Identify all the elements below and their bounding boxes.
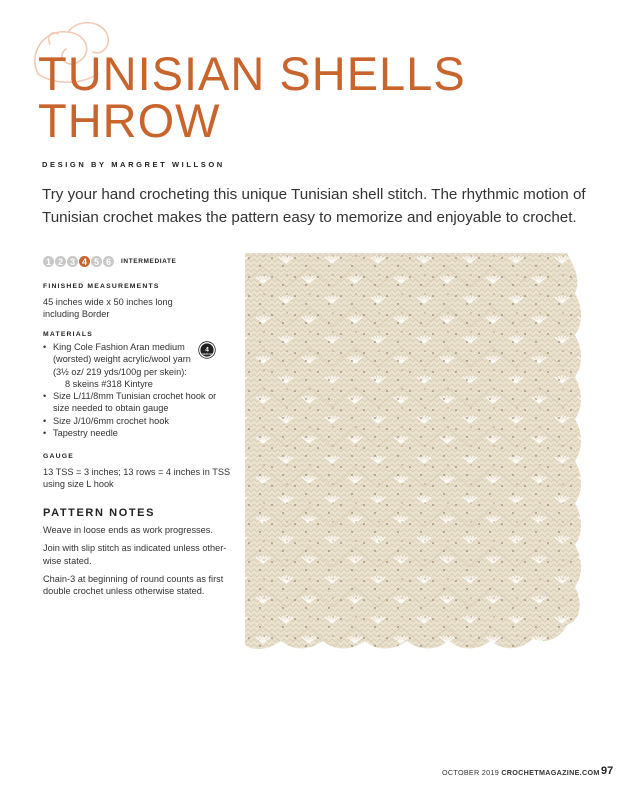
skill-level-indicator bbox=[43, 256, 176, 267]
text-line: wise stated. bbox=[43, 555, 92, 566]
gauge-heading: GAUGE bbox=[43, 453, 74, 460]
designer-byline: DESIGN BY MARGRET WILLSON bbox=[42, 160, 225, 169]
text-line: size needed to obtain gauge bbox=[53, 403, 169, 414]
text-line: • Size L/11/8mm Tunisian crochet hook or bbox=[53, 391, 217, 402]
page-number: 97 bbox=[601, 765, 614, 777]
text-line: double crochet unless otherwise stated. bbox=[43, 586, 205, 597]
website: CROCHETMAGAZINE.COM bbox=[501, 768, 600, 777]
yarn-weight-label: MEDIUM bbox=[202, 354, 212, 357]
intro-paragraph: Try your hand crocheting this unique Tunisian shell stitch. The rhythmic motion of Tunisian crochet makes the pattern easy to memorize and enjoyable to crochet. bbox=[42, 186, 586, 226]
skill-dot-active: 4 bbox=[79, 256, 90, 267]
text-line: 45 inches wide x 50 inches long bbox=[43, 297, 173, 307]
title-line-2: THROW bbox=[38, 94, 221, 147]
list-item: • Size J/10/6mm crochet hook bbox=[43, 415, 233, 427]
page-footer bbox=[442, 768, 600, 777]
text-line: (3½ oz/ 219 yds/100g per skein): bbox=[53, 366, 187, 377]
skill-dot: 2 bbox=[55, 256, 66, 267]
throw-photo bbox=[245, 253, 588, 658]
yarn-weight-4-icon bbox=[198, 341, 216, 359]
skill-dot: 6 bbox=[103, 256, 114, 267]
skill-dot: 3 bbox=[67, 256, 78, 267]
note-paragraph bbox=[43, 573, 233, 598]
skill-level-label: INTERMEDIATE bbox=[121, 258, 177, 265]
materials-heading: MATERIALS bbox=[43, 331, 93, 338]
skill-dot: 5 bbox=[91, 256, 102, 267]
text-line: • King Cole Fashion Aran medium bbox=[53, 342, 185, 352]
finished-measurements-heading: FINISHED MEASUREMENTS bbox=[43, 283, 160, 290]
yarn-weight-number: 4 bbox=[205, 346, 209, 354]
text-line: Chain-3 at beginning of round counts as first bbox=[43, 573, 224, 584]
page-title bbox=[38, 47, 466, 147]
list-item bbox=[43, 390, 233, 415]
text-line: using size L hook bbox=[43, 479, 114, 490]
text-line: 13 TSS = 3 inches; 13 rows = 4 inches in TSS bbox=[43, 467, 231, 477]
note-paragraph bbox=[43, 542, 233, 567]
title-line-1: TUNISIAN SHELLS bbox=[38, 47, 466, 100]
list-item: • Tapestry needle bbox=[43, 427, 233, 439]
note-paragraph: Weave in loose ends as work progresses. bbox=[43, 525, 213, 535]
list-item: 8 skeins #318 Kintyre bbox=[65, 378, 153, 389]
text-line: Join with slip stitch as indicated unless other- bbox=[43, 543, 227, 554]
text-line: (worsted) weight acrylic/wool yarn bbox=[53, 354, 191, 365]
skill-dot: 1 bbox=[43, 256, 54, 267]
issue-date: OCTOBER 2019 bbox=[442, 768, 499, 777]
finished-measurements-text bbox=[43, 296, 233, 321]
text-line: including Border bbox=[43, 309, 110, 320]
pattern-notes-heading: PATTERN NOTES bbox=[43, 507, 156, 519]
pattern-notes bbox=[43, 524, 233, 603]
gauge-text bbox=[43, 466, 233, 491]
